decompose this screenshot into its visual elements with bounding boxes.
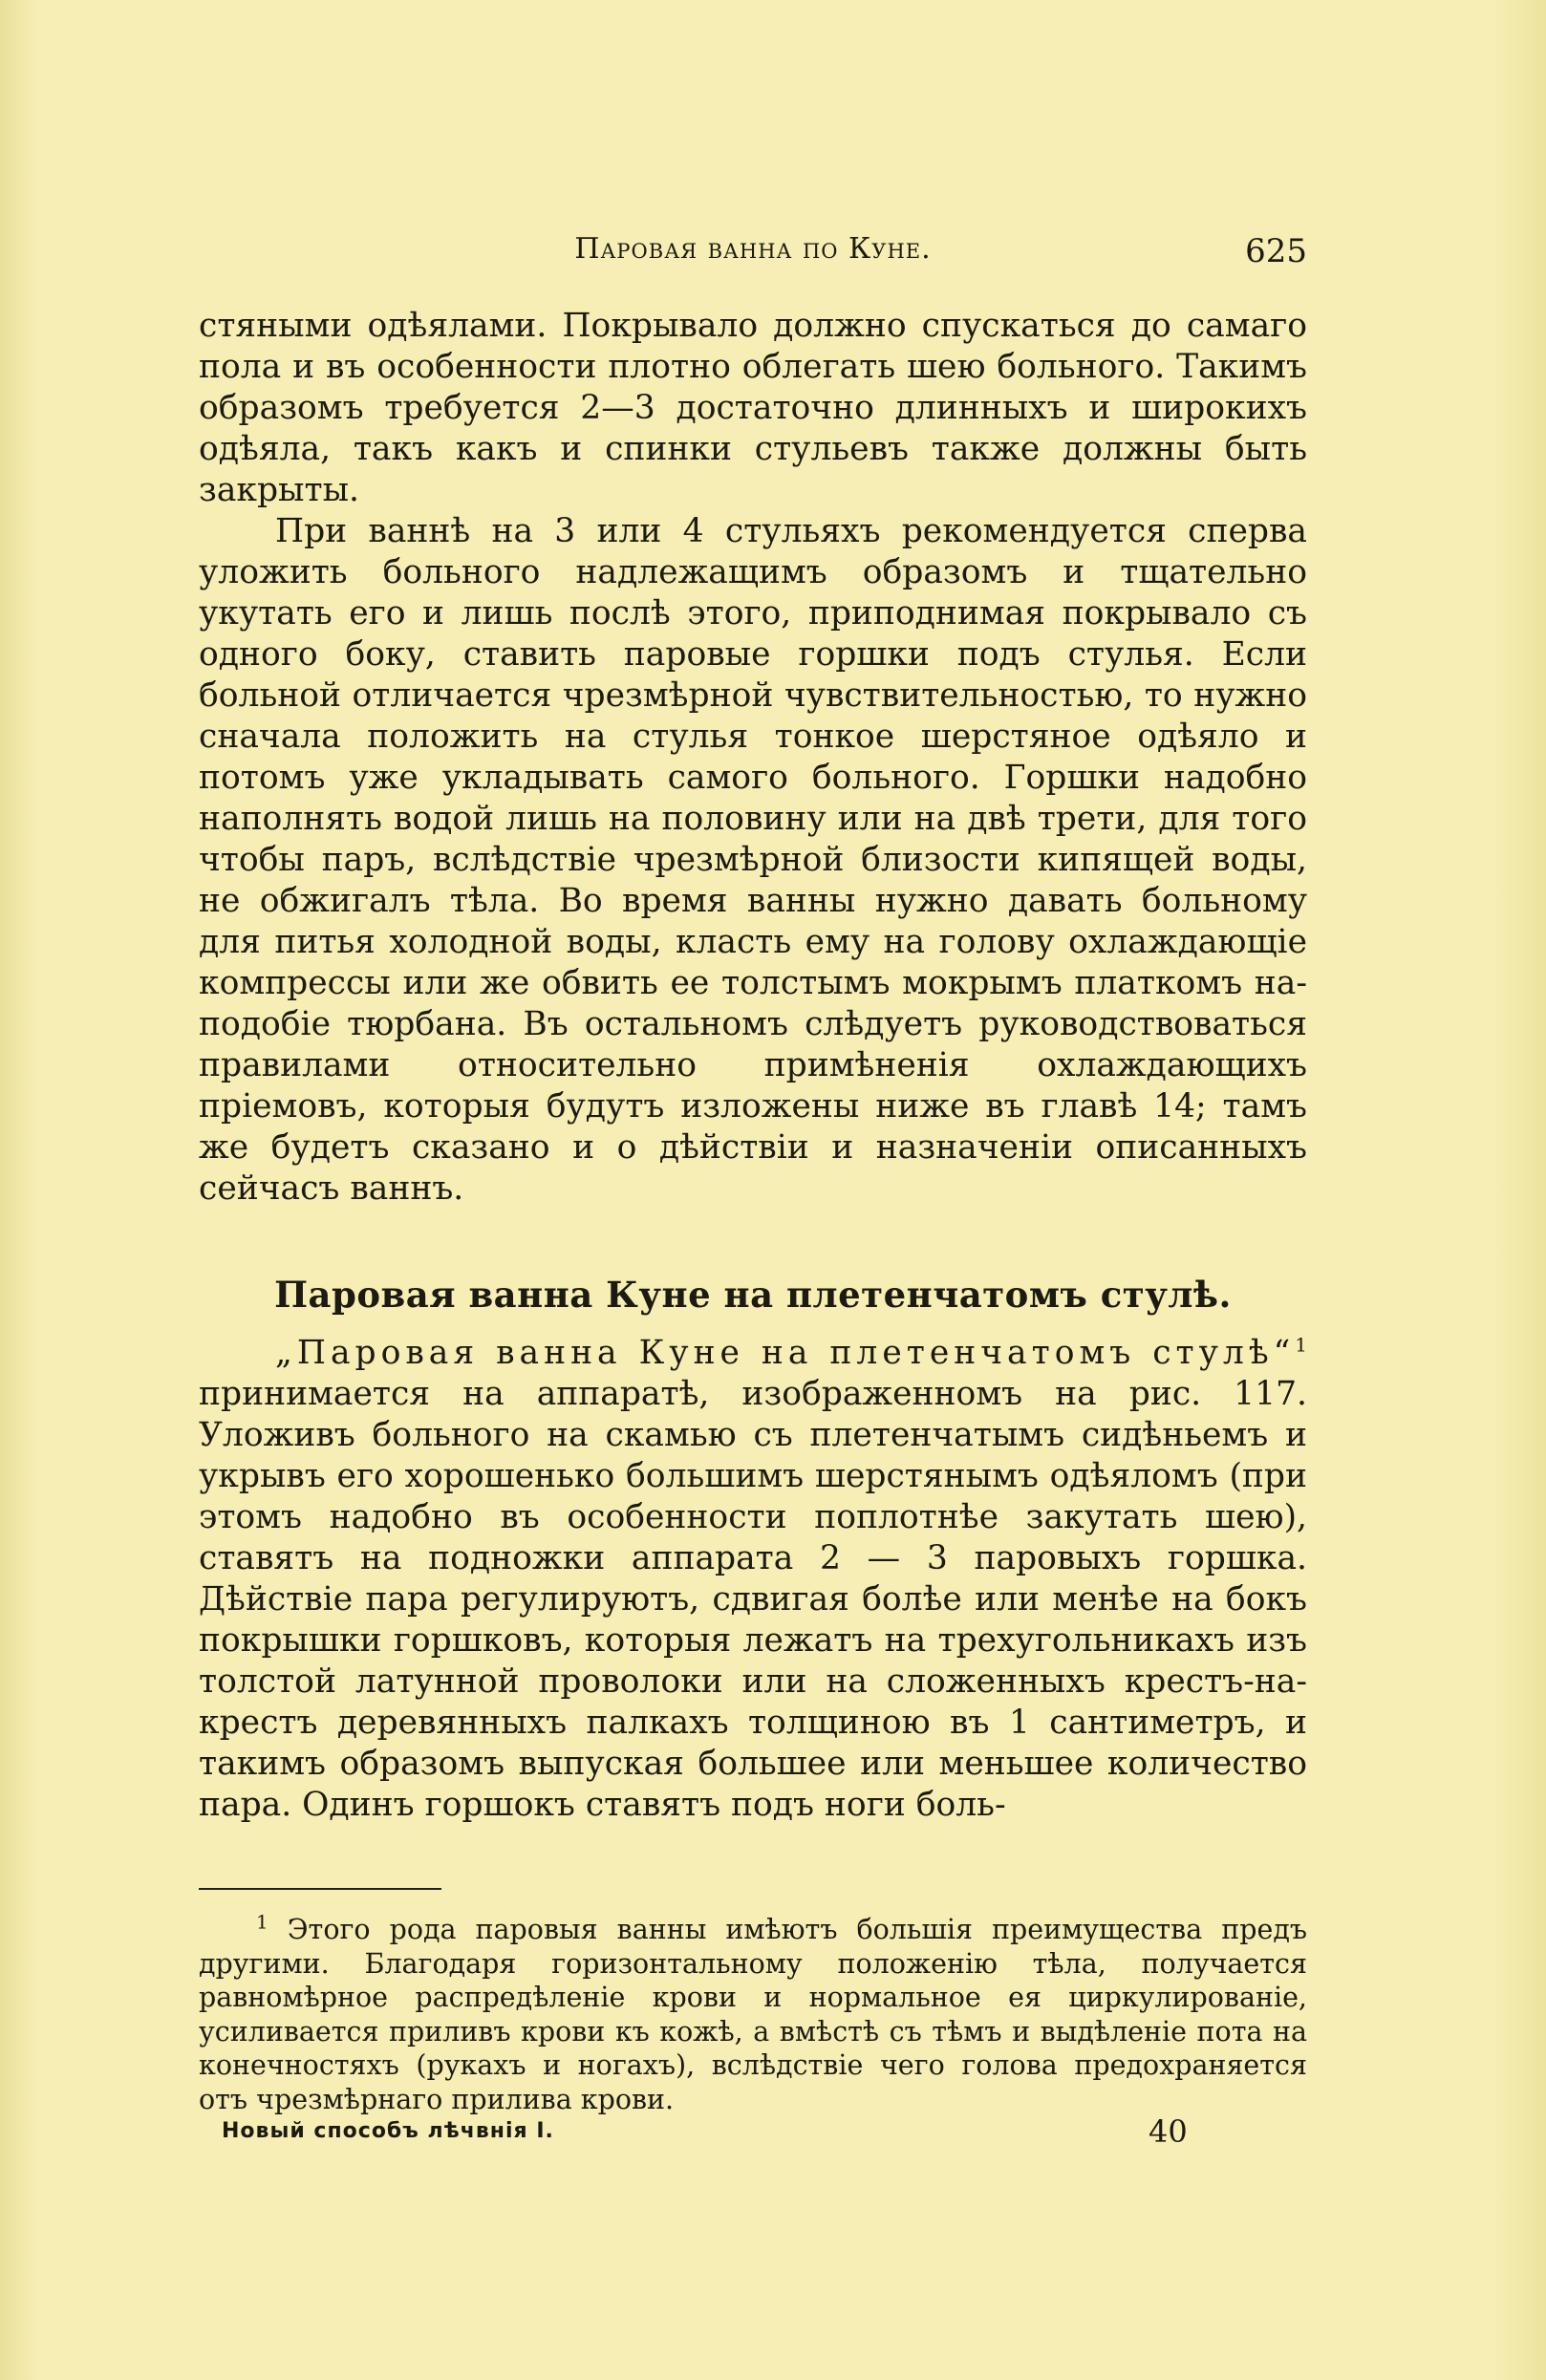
quoted-title: „Паровая ванна Куне на плетенчатомъ стулѣ“: [275, 1334, 1296, 1372]
signature-number: 40: [1149, 2113, 1188, 2150]
paragraph-2: При ваннѣ на 3 или 4 стульяхъ рекомендуется сперва уложить больного надлежащимъ образомъ и тщательно укутать его и лишь послѣ этого, приподнимая покрывало съ одного боку, ставить паровые горшки подъ стулья. Если больной отличается чрезмѣрной чувствительностью, то нужно сначала положить на стулья тонкое шерстяное одѣяло и потомъ уже укладывать самого больного. Горшки надобно наполнять водой лишь на половину или на двѣ трети, для того чтобы паръ, вслѣдствіе чрезмѣрной близости кипящей воды, не обжигалъ тѣла. Во время ванны нужно давать больному для питья холодной воды, класть ему на голову охлаждающіе компрессы или же обвить ее толстымъ мокрымъ платкомъ на-подобіе тюрбана. Въ остальномъ слѣдуетъ руководствоваться правилами относительно примѣненія охлаждающихъ пріемовъ, которыя будутъ изложены ниже въ главѣ 14; тамъ же будетъ сказано и о дѣйствіи и назначеніи описанныхъ сейчасъ ваннъ.: [199, 512, 1307, 1208]
footnote-text: Этого рода паровыя ванны имѣютъ большія преимущества предъ другими. Благодаря горизонтальному положенію тѣла, получается равномѣрное распредѣленіе крови и нормальное ея циркулированіе, усиливается приливъ крови къ кожѣ, а вмѣстѣ съ тѣмъ и выдѣленіе пота на конечностяхъ (рукахъ и ногахъ), вслѣдствіе чего голова предохраняется отъ чрезмѣрнаго прилива крови.: [199, 1914, 1307, 2115]
paragraph-1: стяными одѣялами. Покрывало должно спускаться до самаго пола и въ особенности плотно облегать шею больного. Такимъ образомъ требуется 2—3 достаточно длинныхъ и широкихъ одѣяла, такъ какъ и спинки стульевъ также должны быть закрыты.: [199, 307, 1307, 509]
running-head: [199, 232, 1307, 280]
printer-signature: [222, 2113, 1188, 2157]
paragraph-3: [199, 1333, 1307, 1826]
section-heading: Паровая ванна Куне на плетенчатомъ стулѣ.: [274, 1274, 1232, 1316]
footnote-ref: 1: [1295, 1333, 1307, 1357]
footnote-divider: [199, 1888, 441, 1890]
signature-title: Новый способъ лѣчвнія I.: [222, 2119, 554, 2143]
paragraph-3-text: принимается на аппаратѣ, изображенномъ на рис. 117. Уложивъ больного на скамью съ плетенчатымъ сидѣньемъ и укрывъ его хорошенько большимъ шерстянымъ одѣяломъ (при этомъ надобно въ особенности поплотнѣе закутать шею), ставятъ на подножки аппарата 2 — 3 паровыхъ горшка. Дѣйствіе пара регулируютъ, сдвигая болѣе или менѣе на бокъ покрышки горшковъ, которыя лежатъ на трехугольникахъ изъ толстой латунной проволоки или на сложенныхъ крестъ-на-крестъ деревянныхъ палкахъ толщиною въ 1 сантиметръ, и такимъ образомъ выпуская большее или меньшее количество пара. Одинъ горшокъ ставятъ подъ ноги боль-: [199, 1375, 1307, 1824]
footnotes: [199, 1910, 1307, 2116]
main-text: [199, 306, 1307, 1826]
footnote-marker: 1: [256, 1910, 268, 1934]
running-title: Паровая ванна по Куне.: [574, 232, 932, 266]
page-number: 625: [1245, 232, 1307, 270]
footnote-1: [199, 1910, 1307, 2116]
